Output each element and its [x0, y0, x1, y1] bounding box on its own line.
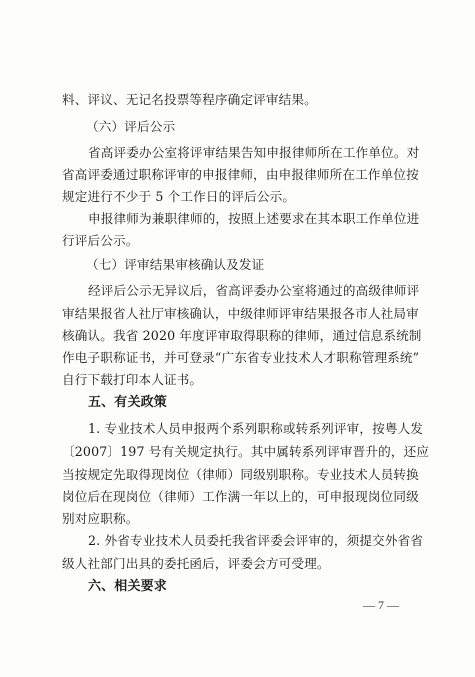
text-line: 当按规定先取得现岗位（律师）同级别职称。专业技术人员转换	[62, 467, 419, 482]
text-line: 2. 外省专业技术人员委托我省评委会评审的，须提交外省省	[88, 533, 424, 548]
text-line: 省高评委办公室将评审结果告知申报律师所在工作单位。对	[88, 145, 420, 160]
text-line: 作电子职称证书，并可登录“广东省专业技术人才职称管理系统”	[62, 350, 420, 365]
section-heading-6: 六、相关要求	[88, 579, 167, 594]
text-line: 级人社部门出具的委托函后，评委会方可受理。	[62, 556, 330, 571]
page-number: — 7 —	[363, 598, 399, 612]
text-line: 别对应职称。	[62, 511, 139, 526]
section-heading-5: 五、有关政策	[88, 395, 167, 410]
text-line: 核确认。我省 2020 年度评审取得职称的律师，通过信息系统制	[62, 328, 422, 343]
subheading-6: （六）评后公示	[86, 119, 176, 134]
text-line: 经评后公示无异议后，省高评委办公室将通过的高级律师评	[88, 283, 420, 298]
text-line: 料、评议、无记名投票等程序确定评审结果。	[62, 92, 317, 107]
text-line: 〔2007〕197 号有关规定执行。其中属转系列评审晋升的，还应	[62, 444, 430, 459]
text-line: 审结果报省人社厅审核确认，中级律师评审结果报各市人社局审	[62, 306, 419, 321]
text-line: 1. 专业技术人员申报两个系列职称或转系列评审，按粤人发	[88, 421, 424, 436]
text-line: 规定进行不少于 5 个工作日的评后公示。	[62, 189, 296, 204]
text-line: 岗位后在现岗位（律师）工作满一年以上的，可申报现岗位同级	[62, 489, 419, 504]
subheading-7: （七）评审结果审核确认及发证	[86, 257, 265, 272]
text-line: 自行下载打印本人证书。	[62, 372, 203, 387]
text-line: 省高评委通过职称评审的申报律师，由申报律师所在工作单位按	[62, 167, 419, 182]
text-line: 申报律师为兼职律师的，按照上述要求在其本职工作单位进	[88, 211, 420, 226]
text-line: 行评后公示。	[62, 233, 139, 248]
